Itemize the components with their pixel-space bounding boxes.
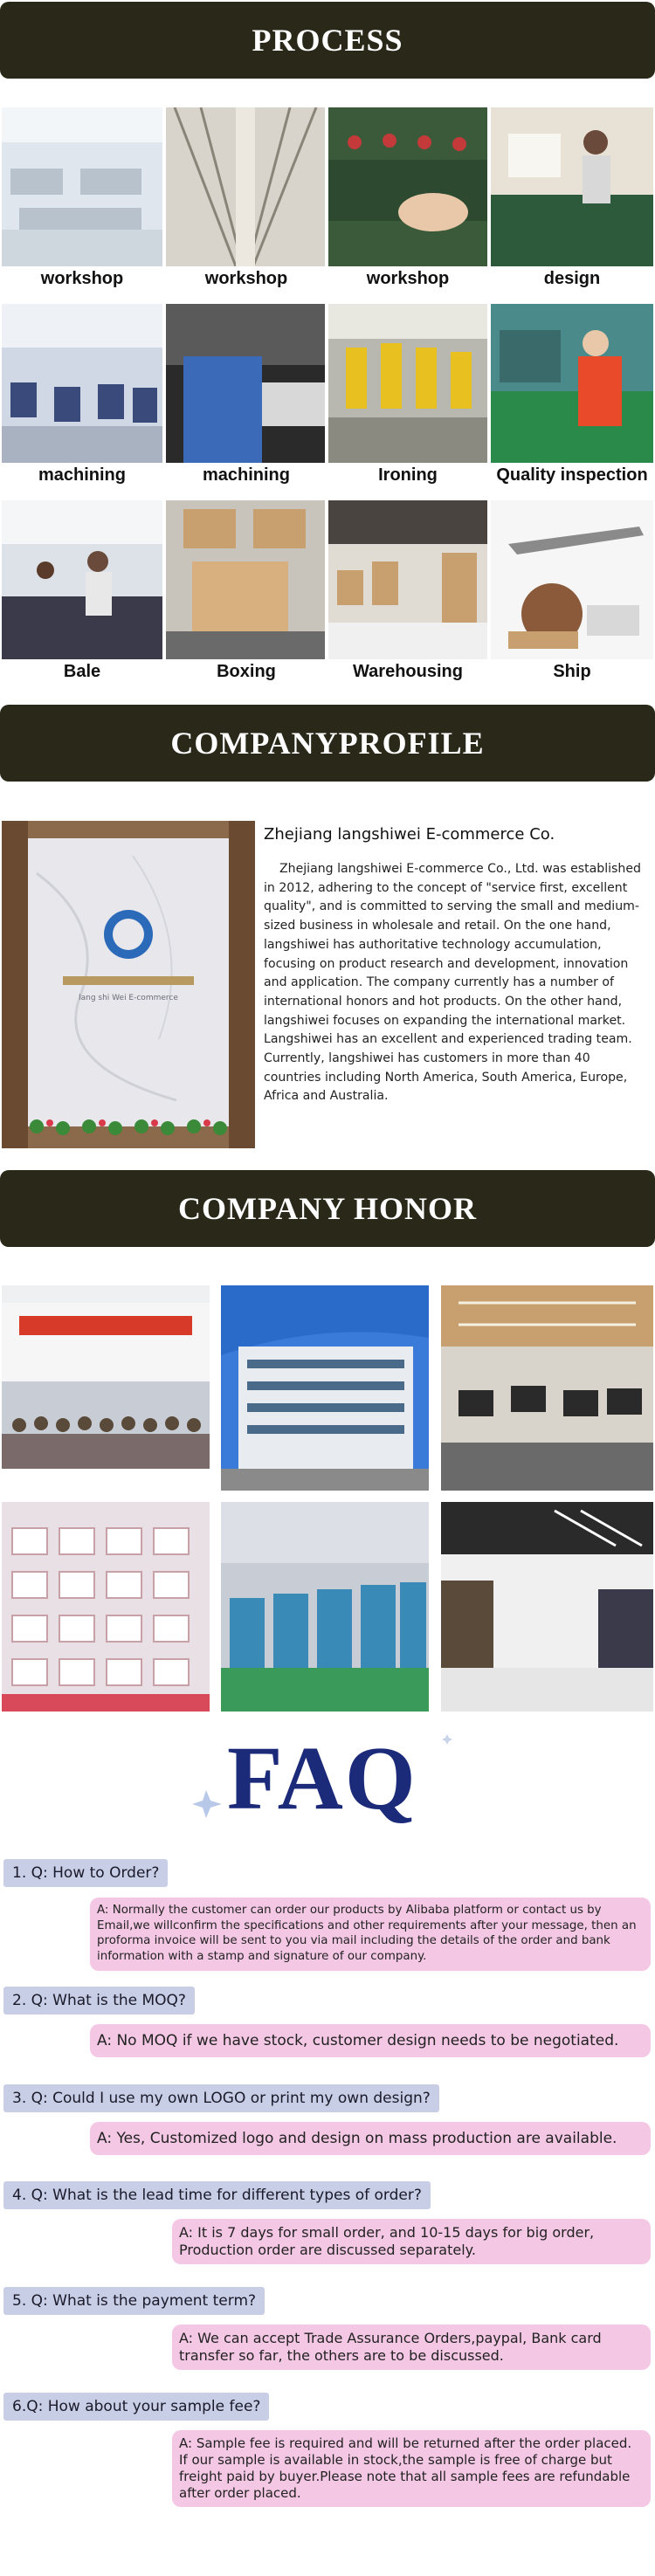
process-photo-ship <box>491 500 653 659</box>
process-photo-warehousing <box>328 500 487 659</box>
process-caption-2: workshop <box>204 269 288 288</box>
company-profile-title: COMPANYPROFILE <box>170 726 485 761</box>
process-caption-6: machining <box>202 465 290 485</box>
honor-photo-office <box>441 1285 653 1491</box>
process-photo-bale <box>2 500 162 659</box>
company-lobby-photo <box>2 821 255 1148</box>
faq-question-4: 4. Q: What is the lead time for different types of order? <box>3 2181 431 2209</box>
process-title: PROCESS <box>252 23 403 58</box>
company-description-text: Zhejiang langshiwei E-commerce Co., Ltd. was established in 2012, adhering to the concept of "service first, excellent quality", and is committed to serving the small and medium-sized business in wholesale and retail. On the one hand, langshiwei has authoritative technology accumulation, focusing on product research and development, innovation and application. The company currently has a number of international honors and hot products. On the other hand, langshiwei focuses on expanding the international market. Langshiwei has an excellent and experienced trading team. Currently, langshiwei has customers in more than 40 countries including North America, South America, Europe, Africa and Australia. <box>264 862 641 1104</box>
process-photo-boxing <box>166 500 325 659</box>
company-honor-banner <box>0 1170 655 1247</box>
faq-question-2: 2. Q: What is the MOQ? <box>3 1987 195 2015</box>
process-photo-machining-2 <box>166 304 325 463</box>
faq-answer-6: A: Sample fee is required and will be returned after the order placed. If our sample is available in stock,the sample is free of charge but freight paid by buyer.Please note that all sample fees are refundable after order placed. <box>172 2430 651 2507</box>
process-photo-design <box>491 107 653 266</box>
process-banner <box>0 2 655 79</box>
faq-answer-2: A: No MOQ if we have stock, customer design needs to be negotiated. <box>90 2024 651 2057</box>
process-caption-7: Ironing <box>378 465 438 485</box>
honor-photo-building <box>221 1285 429 1491</box>
process-photo-workshop-3 <box>328 107 487 266</box>
honor-photo-certificates <box>2 1502 210 1712</box>
faq-answer-3: A: Yes, Customized logo and design on mass production are available. <box>90 2122 651 2155</box>
company-name: Zhejiang langshiwei E-commerce Co. <box>264 825 555 844</box>
honor-photo-showroom <box>441 1502 653 1712</box>
process-photo-ironing <box>328 304 487 463</box>
faq-answer-4: A: It is 7 days for small order, and 10-15 days for big order, Production order are discussed separately. <box>172 2219 651 2264</box>
process-photo-workshop-1 <box>2 107 162 266</box>
lobby-sign-text: lang shi Wei E-commerce <box>79 994 178 1002</box>
faq-question-3: 3. Q: Could I use my own LOGO or print my own design? <box>3 2084 439 2112</box>
process-caption-3: workshop <box>366 269 450 288</box>
process-photo-workshop-2 <box>166 107 325 266</box>
faq-logo-text: FAQ <box>227 1728 417 1829</box>
faq-answer-5: A: We can accept Trade Assurance Orders,paypal, Bank card transfer so far, the others are to be discussed. <box>172 2325 651 2370</box>
faq-logo <box>183 1729 463 1834</box>
process-photo-quality-inspection <box>491 304 653 463</box>
process-caption-4: design <box>543 269 601 288</box>
process-photo-machining-1 <box>2 304 162 463</box>
process-caption-5: machining <box>38 465 126 485</box>
process-caption-9: Bale <box>63 662 101 681</box>
company-profile-banner <box>0 705 655 782</box>
faq-question-1: 1. Q: How to Order? <box>3 1859 168 1887</box>
process-caption-10: Boxing <box>217 662 276 681</box>
honor-photo-team <box>2 1285 210 1491</box>
faq-answer-1: A: Normally the customer can order our products by Alibaba platform or contact us by Email,we willconfirm the specifications and other requirements after your message, then an proforma invoice will be sent to you via mail including the details of the order and bank information with a stamp and signature of our company. <box>90 1898 651 1971</box>
process-caption-1: workshop <box>40 269 124 288</box>
process-caption-8: Quality inspection <box>496 465 648 485</box>
honor-photo-knitting-machines <box>221 1502 429 1712</box>
faq-question-5: 5. Q: What is the payment term? <box>3 2287 265 2315</box>
process-caption-11: Warehousing <box>353 662 463 681</box>
faq-question-6: 6.Q: How about your sample fee? <box>3 2393 269 2421</box>
process-caption-12: Ship <box>553 662 591 681</box>
company-description <box>264 860 648 1106</box>
company-honor-title: COMPANY HONOR <box>178 1191 477 1226</box>
